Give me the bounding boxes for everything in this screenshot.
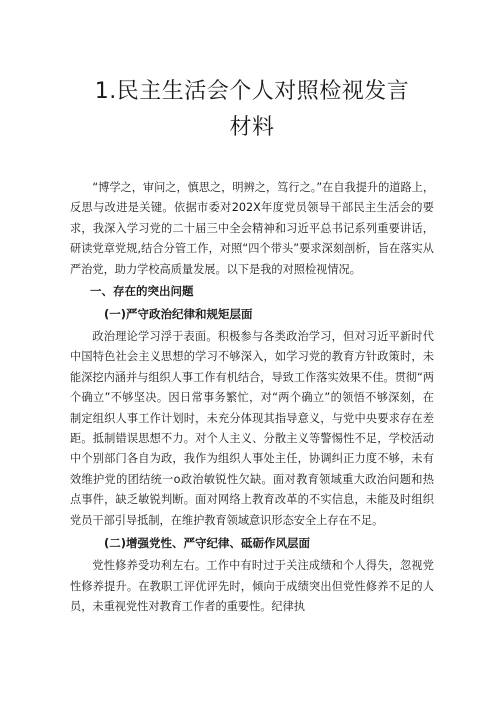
subsection-1-paragraph: 政治理论学习浮于表面。积极参与各类政治学习，但对习近平新时代中国特色社会主义思想的学习不够深入，如学习党的教育方针政策时，未能深挖内涵并与组织人事工作有机结合，导致工作落实效果不佳。贯彻“两个确立”不够坚决。因日常事务繁忙，对“两个确立”的领悟不够深刻，在制定组织人事工作计划时，未充分体现其指导意义，与党中央要求存在差距。抵制错误思想不力。对个人主义、分散主义等警惕性不足，学校活动中个别部门各自为政，我作为组织人事处主任，协调纠正力度不够，未有效维护党的团结统一o政治敏锐性欠缺。面对教育领域重大政治问题和热点事件，缺乏敏锐判断。面对网络上教育改革的不实信息，未能及时组织党员干部引导抵制，在维护教育领域意识形态安全上存在不足。 [70,330,434,527]
title-line-2: 材料 [229,115,275,140]
subsection-heading-1: (一)严守政治纪律和规矩层面 [104,307,253,322]
subsection-heading-2: (二)增强党性、严守纪律、砥砺作风层面 [104,536,311,551]
document-title [70,0,434,146]
title-line-1: 1.民主生活会个人对照检视发言 [94,79,410,104]
section-heading: 一、存在的突出问题 [90,284,194,299]
subsection-2-paragraph: 党性修养受功利左右。工作中有时过于关注成绩和个人得失，忽视党性修养提升。在教职工评优评先时，倾向于成绩突出但党性修养不足的人员，未重视党性对教育工作者的重要性。纪律执 [70,559,434,613]
intro-paragraph: “博学之，审问之，慎思之，明辨之，笃行之。”在自我提升的道路上，反思与改进是关键。依据市委对202X年度党员领导干部民主生活会的要求，我深入学习党的二十届三中全会精神和习近平总书记系列重要讲话，研读党章党规,结合分管工作，对照“四个带头”要求深刻剖析，旨在落实从严治党，助力学校高质量发展。以下是我的对照检视情况。 [70,181,435,276]
